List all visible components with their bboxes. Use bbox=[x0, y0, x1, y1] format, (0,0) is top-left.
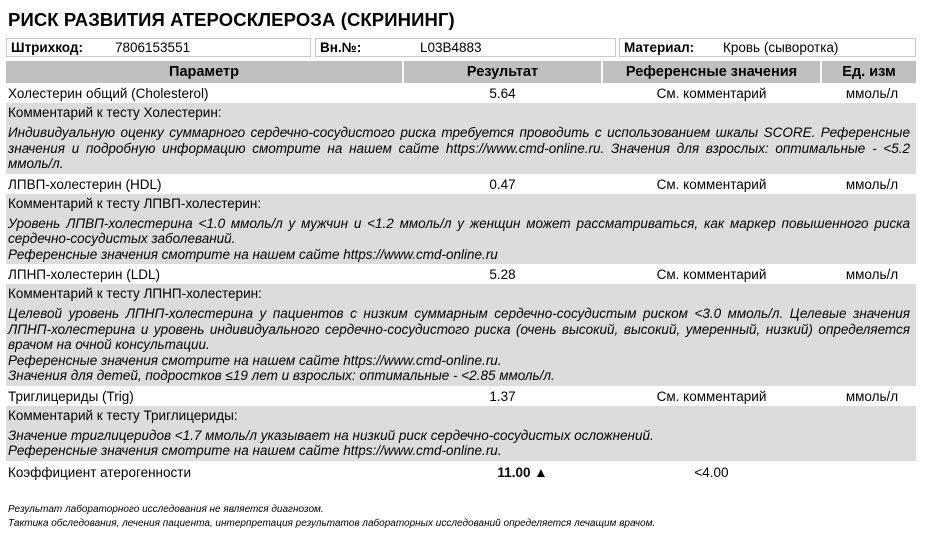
comment-line: Уровень ЛПВП-холестерина <1.0 ммоль/л у мужчин и <1.2 ммоль/л у женщин может рассматриваться, как маркер повышенного риска сердечно-сосудистых заболеваний. bbox=[8, 215, 910, 246]
comment-line: Значения для детей, подростков ≤19 лет и взрослых: оптимальные - <2.85 ммоль/л. bbox=[8, 368, 555, 383]
reference-value: См. комментарий bbox=[656, 86, 767, 101]
internal-number-label: Вн.№: bbox=[320, 40, 362, 55]
results-table bbox=[6, 61, 916, 484]
comment-title: Комментарий к тесту Триглицериды: bbox=[8, 407, 238, 423]
reference-value: См. комментарий bbox=[656, 388, 767, 404]
internal-number-field bbox=[315, 38, 616, 57]
parameter-name: ЛПВП-холестерин (HDL) bbox=[8, 176, 162, 192]
comment-line: Значение триглицеридов <1.7 ммоль/л указывает на низкий риск сердечно-сосудистых осложнений. bbox=[8, 427, 654, 443]
comment-line: Индивидуальную оценку суммарного сердечно-сосудистого риска требуется проводить с использованием шкалы SCORE. Референсные значения и подробную информацию смотрите на нашем сайте https://www.cmd-online.ru. Значения для взрослых: оптимальные - <5.2 ммоль/л. bbox=[8, 125, 910, 171]
barcode-label: Штрихкод: bbox=[11, 40, 83, 55]
barcode-value: 7806153551 bbox=[115, 40, 191, 55]
material-label: Материал: bbox=[624, 40, 695, 55]
internal-number-value: L03B4883 bbox=[420, 40, 482, 55]
comment-line: Референсные значения смотрите на нашем сайте https://www.cmd-online.ru bbox=[8, 246, 498, 262]
disclaimer-line: Тактика обследования, лечения пациента, интерпретация результатов лабораторных исследований определяется лечащим врачом. bbox=[8, 518, 656, 529]
table-row bbox=[6, 84, 916, 103]
comment-line: Референсные значения смотрите на нашем сайте https://www.cmd-online.ru. bbox=[8, 352, 502, 368]
reference-value: <4.00 bbox=[694, 464, 729, 480]
table-row bbox=[6, 175, 916, 194]
parameter-name: Триглицериды (Trig) bbox=[8, 388, 134, 404]
table-row bbox=[6, 387, 916, 406]
result-value: 1.37 bbox=[489, 388, 516, 404]
disclaimer bbox=[8, 503, 655, 531]
page-title: РИСК РАЗВИТИЯ АТЕРОСКЛЕРОЗА (СКРИНИНГ) bbox=[8, 9, 455, 30]
unit-value: ммоль/л bbox=[845, 388, 899, 404]
result-value-high: 11.00 ▲ bbox=[497, 464, 548, 480]
parameter-name: ЛПНП-холестерин (LDL) bbox=[8, 267, 161, 282]
comment-title: Комментарий к тесту Холестерин: bbox=[8, 105, 222, 120]
comment-block bbox=[6, 194, 916, 265]
comment-block bbox=[6, 284, 916, 386]
comment-title: Комментарий к тесту ЛПВП-холестерин: bbox=[8, 195, 262, 211]
table-row bbox=[6, 265, 916, 284]
result-value: 5.64 bbox=[489, 86, 516, 101]
header-parameter: Параметр bbox=[6, 61, 402, 83]
comment-block bbox=[6, 406, 916, 461]
result-value: 5.28 bbox=[489, 267, 516, 282]
header-unit: Ед. изм bbox=[822, 61, 916, 83]
comment-text bbox=[8, 213, 910, 265]
table-header bbox=[6, 61, 916, 83]
parameter-name: Холестерин общий (Cholesterol) bbox=[8, 86, 209, 101]
barcode-field bbox=[6, 38, 311, 57]
parameter-name: Коэффициент атерогенности bbox=[8, 464, 191, 480]
comment-line: Целевой уровень ЛПНП-холестерина у пациентов с низким суммарным сердечно-сосудистым риском <3.0 ммоль/л. Целевые значения ЛПНП-холестерина и уровень индивидуального сердечно-сосудистого риска (очень высокий, высокий, умеренный, низкий) определяется врачом на очной консультации. bbox=[8, 306, 910, 352]
header-result: Результат bbox=[404, 61, 601, 83]
comment-line: Референсные значения смотрите на нашем сайте https://www.cmd-online.ru. bbox=[8, 443, 502, 458]
disclaimer-line: Результат лабораторного исследования не является диагнозом. bbox=[8, 504, 324, 515]
comment-text bbox=[8, 425, 910, 461]
unit-value: ммоль/л bbox=[845, 267, 899, 282]
comment-title: Комментарий к тесту ЛПНП-холестерин: bbox=[8, 286, 262, 301]
unit-value: ммоль/л bbox=[845, 176, 899, 192]
material-value: Кровь (сыворотка) bbox=[723, 40, 839, 55]
result-value: 0.47 bbox=[489, 176, 516, 192]
table-row-atherogenic bbox=[6, 462, 916, 484]
comment-block bbox=[6, 103, 916, 174]
unit-value bbox=[822, 462, 916, 484]
comment-text bbox=[8, 122, 910, 174]
unit-value: ммоль/л bbox=[845, 86, 899, 101]
comment-text bbox=[8, 303, 910, 386]
reference-value: См. комментарий bbox=[656, 267, 767, 282]
reference-value: См. комментарий bbox=[656, 176, 767, 192]
header-reference: Референсные значения bbox=[603, 61, 820, 83]
material-field bbox=[619, 38, 916, 57]
